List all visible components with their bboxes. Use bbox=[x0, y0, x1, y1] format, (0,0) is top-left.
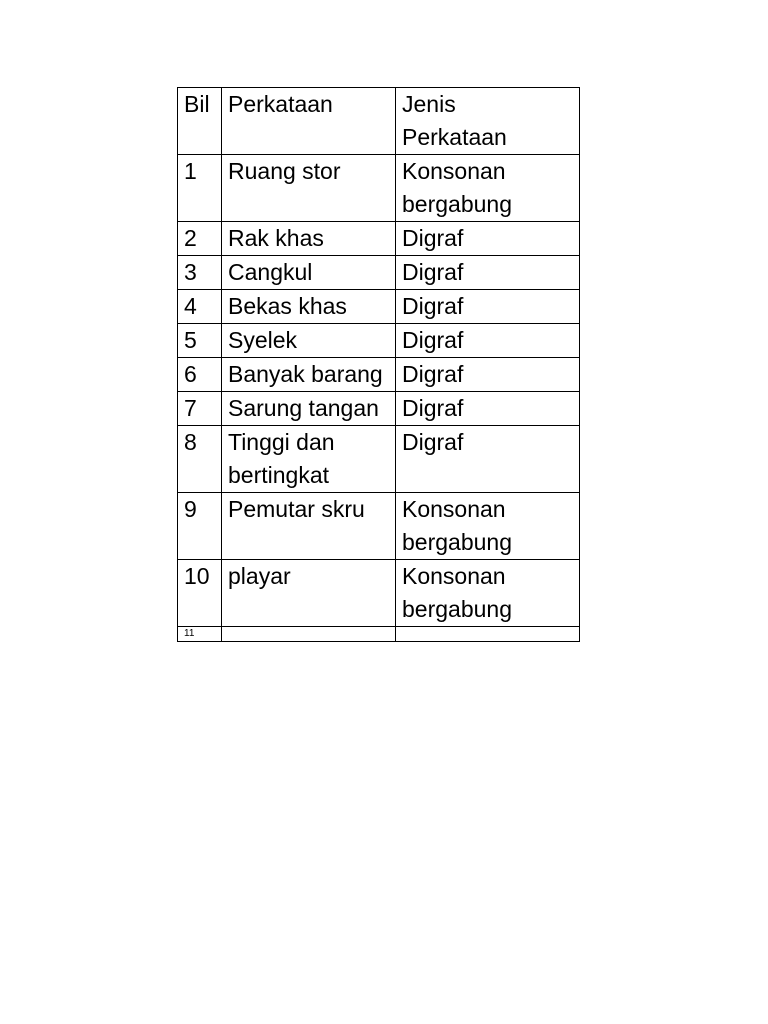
row-word: Pemutar skru bbox=[222, 493, 396, 560]
row-number: 1 bbox=[178, 155, 222, 222]
table-row bbox=[178, 324, 580, 358]
table-row bbox=[178, 290, 580, 324]
row-number: 4 bbox=[178, 290, 222, 324]
row-number: 6 bbox=[178, 358, 222, 392]
row-number: 5 bbox=[178, 324, 222, 358]
header-word-type-line1: Jenis bbox=[402, 91, 456, 117]
row-word-type: Konsonan bergabung bbox=[396, 493, 580, 560]
table-row bbox=[178, 392, 580, 426]
row-word: Cangkul bbox=[222, 256, 396, 290]
header-word-type-line2: Perkataan bbox=[402, 124, 507, 150]
row-word-type: Digraf bbox=[396, 358, 580, 392]
row-number: 7 bbox=[178, 392, 222, 426]
row-word: playar bbox=[222, 560, 396, 627]
table-row-empty bbox=[178, 627, 580, 642]
table-row bbox=[178, 256, 580, 290]
table-row bbox=[178, 358, 580, 392]
row-word-type: Konsonan bergabung bbox=[396, 155, 580, 222]
table-row bbox=[178, 493, 580, 560]
row-word-type: Digraf bbox=[396, 392, 580, 426]
header-word: Perkataan bbox=[222, 88, 396, 155]
row-word-type bbox=[396, 627, 580, 642]
header-word-type bbox=[396, 88, 580, 155]
row-word-type: Digraf bbox=[396, 290, 580, 324]
row-number: 2 bbox=[178, 222, 222, 256]
row-word: Tinggi dan bertingkat bbox=[222, 426, 396, 493]
row-number: 10 bbox=[178, 560, 222, 627]
row-number: 3 bbox=[178, 256, 222, 290]
table-row bbox=[178, 426, 580, 493]
row-word bbox=[222, 627, 396, 642]
table-row bbox=[178, 222, 580, 256]
row-word-type: Digraf bbox=[396, 222, 580, 256]
row-word-type: Digraf bbox=[396, 256, 580, 290]
header-bil: Bil bbox=[178, 88, 222, 155]
row-word: Banyak barang bbox=[222, 358, 396, 392]
row-word-type: Digraf bbox=[396, 324, 580, 358]
row-number: 8 bbox=[178, 426, 222, 493]
table-row bbox=[178, 560, 580, 627]
word-classification-table bbox=[177, 87, 580, 642]
row-word-type: Digraf bbox=[396, 426, 580, 493]
table-header-row bbox=[178, 88, 580, 155]
row-word: Sarung tangan bbox=[222, 392, 396, 426]
row-number: 9 bbox=[178, 493, 222, 560]
table-row bbox=[178, 155, 580, 222]
row-word: Ruang stor bbox=[222, 155, 396, 222]
row-word: Syelek bbox=[222, 324, 396, 358]
row-word-type: Konsonan bergabung bbox=[396, 560, 580, 627]
row-number: 11 bbox=[178, 627, 222, 642]
row-word: Rak khas bbox=[222, 222, 396, 256]
row-word: Bekas khas bbox=[222, 290, 396, 324]
